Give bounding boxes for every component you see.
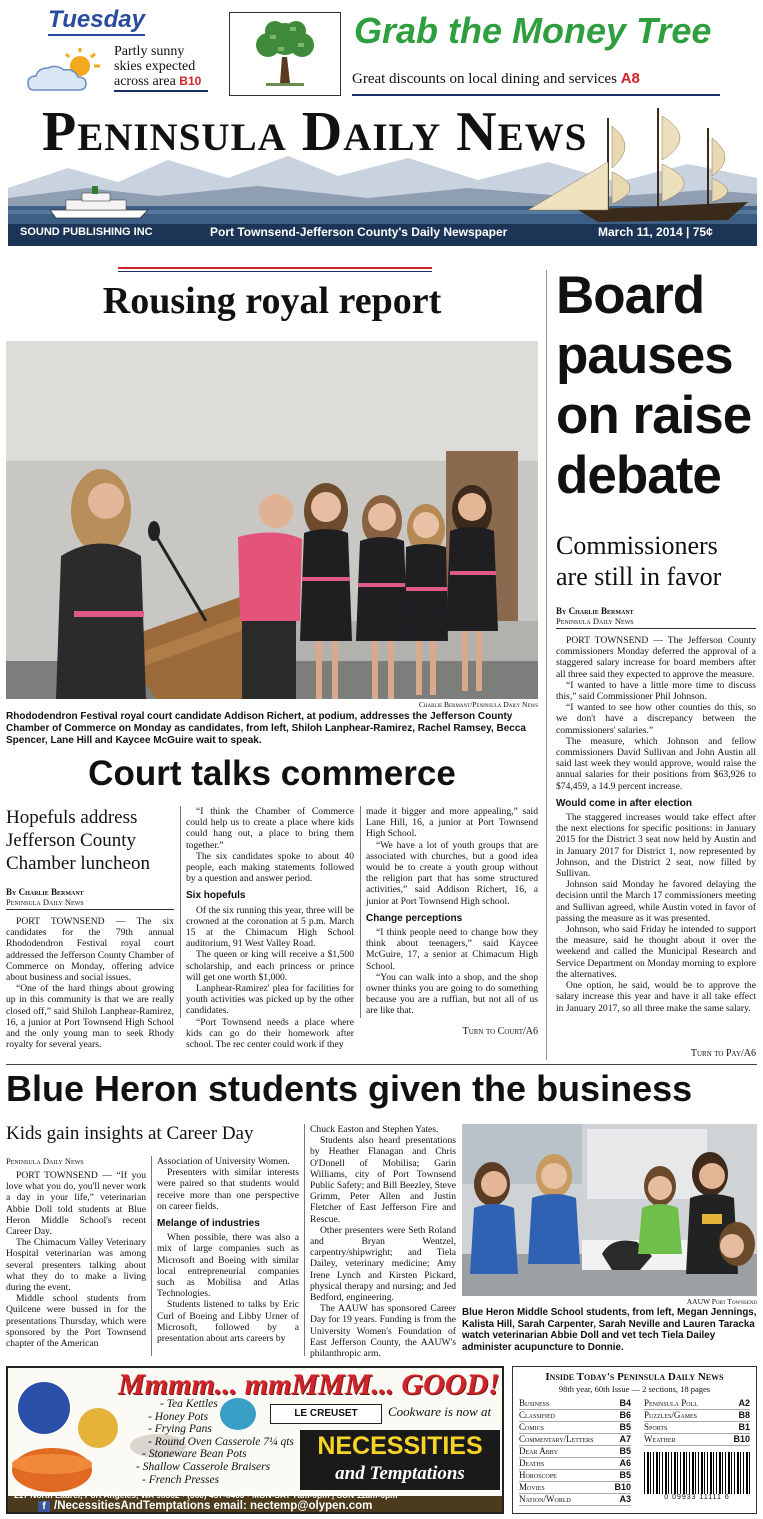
index-row[interactable]: Weather B10	[644, 1434, 750, 1444]
heron-deck: Kids gain insights at Career Day	[6, 1123, 254, 1144]
ad-item: - Honey Pots	[148, 1410, 209, 1423]
board-byline-org: Peninsula Daily News	[556, 616, 756, 629]
paragraph: The six candidates spoke to about 40 people, each making statements followed by a question and answer period.	[186, 850, 354, 885]
facebook-icon[interactable]: f	[38, 1501, 50, 1513]
masthead-title: Peninsula Daily News	[42, 101, 588, 163]
paragraph: PORT TOWNSEND — “If you love what you do, you'll never work a day in your life,” veterinarian Abbie Doll told students at Blue Heron Middle School's recent Career Day.	[6, 1170, 146, 1238]
paragraph: “I think the Chamber of Commerce could help us to create a place where kids could hang out, a place to bring them together.”	[186, 806, 354, 851]
partly-sunny-icon	[24, 46, 104, 96]
heron-headline: Blue Heron students given the business	[6, 1068, 693, 1109]
ad-footer: /NecessitiesAndTemptations email: nectemp@olypen.com	[54, 1500, 373, 1512]
weather-day: Tuesday	[48, 6, 145, 36]
weather-text	[114, 44, 214, 89]
paragraph: made it bigger and more appealing,” said Lane Hill, 16, a junior at Port Townsend High School.	[366, 806, 538, 840]
brand-name: LE CREUSET	[294, 1408, 358, 1419]
index-row[interactable]: Puzzles/Games B8	[644, 1410, 750, 1420]
paragraph: Of the six running this year, three will be crowned at the coronation at 5 p.m. March 15 at the Chimacum High School auditorium, 91 West Valley Road.	[186, 904, 354, 950]
court-col-1-text	[6, 916, 174, 1050]
paragraph: Association of University Women.	[157, 1156, 290, 1167]
paragraph: The staggered increases would take effect after the next elections for specific positions: in January 2015 for the District 3 seat now held by Austin and in January 2017 for District 1, now represented by Johnson, and the District 2 seat, now filled by Sullivan.	[556, 812, 756, 880]
index-row[interactable]: Deaths A6	[519, 1458, 631, 1468]
publisher-label: SOUND PUBLISHING INC	[20, 226, 153, 238]
board-byline: By Charlie Bermant	[556, 606, 634, 616]
paragraph: PORT TOWNSEND — The six candidates for the 79th annual Rhododendron Festival royal court addressed the Jefferson County Chamber of Commerce on Monday, offering advice about business and social issues.	[6, 916, 174, 984]
heron-col-1-text	[6, 1170, 146, 1349]
royal-top-rule	[118, 267, 432, 269]
index-row[interactable]: Sports B1	[644, 1422, 750, 1432]
heron-divider-1	[151, 1156, 152, 1356]
paragraph: Johnson, who said Friday he intended to support the measure, said he thought about it over the weekend and called the Municipal Research and Service Department on Monday morning to explore the alternatives.	[556, 924, 756, 980]
paragraph: PORT TOWNSEND — The Jefferson County commissioners Monday deferred the approval of a staggered salary increase for board members after all three said they expected to approve the measure.	[556, 635, 756, 680]
court-col-2	[186, 806, 354, 1050]
index-meta: 98th year, 60th Issue — 2 sections, 18 pages	[558, 1384, 711, 1394]
royal-photo-caption: Rhododendron Festival royal court candidate Addison Richert, at podium, addresses the Jefferson County Chamber of Commerce on Monday as candidates, from left, Shiloh Lanphear-Ramirez, Rachel Ramsey, Becca Spencer, Lane Hill and Kaycee McGuire wait to speak.	[6, 711, 526, 746]
ad-item: - Frying Pans	[148, 1423, 212, 1436]
index-left	[519, 1398, 631, 1506]
board-jump-link[interactable]: Turn to Pay/A6	[690, 1048, 756, 1059]
court-byline-org: Peninsula Daily News	[6, 897, 174, 910]
paragraph: “I wanted to have a little more time to discuss this,” said Commissioner Phil Johnson.	[556, 679, 756, 703]
royal-photo	[6, 341, 538, 699]
index-row[interactable]: Dear Abby B5	[519, 1446, 631, 1456]
index-row[interactable]: Movies B10	[519, 1482, 631, 1492]
board-body	[556, 606, 756, 1014]
index-row[interactable]: Nation/World A3	[519, 1494, 631, 1504]
masthead[interactable]	[8, 98, 757, 246]
board-deck: Commissioners are still in favor	[556, 531, 722, 591]
weather-forecast: Partly sunny skies expected across area	[114, 44, 196, 89]
index-row[interactable]: Commentary/Letters A7	[519, 1434, 631, 1444]
subhead: Melange of industries	[157, 1218, 260, 1230]
paragraph: Students listened to talks by Eric Curl of Boeing and Libby Urner of Microsoft, followed by a presentation about arts careers by	[157, 1299, 299, 1345]
le-creuset-logo	[270, 1404, 382, 1424]
index-row[interactable]: Peninsula Poll A2	[644, 1398, 750, 1408]
subhead: Would come in after election	[556, 797, 692, 809]
court-jump-link[interactable]: Turn to Court/A6	[462, 1026, 538, 1037]
ad-headline: Mmmm... mmMMM... GOOD!	[118, 1368, 500, 1401]
index-row[interactable]: Classified B6	[519, 1410, 631, 1420]
court-col-3	[366, 806, 538, 1017]
heron-col-3	[310, 1124, 456, 1359]
ad-item: - Tea Kettles	[160, 1398, 218, 1410]
promo-text-line	[352, 70, 640, 88]
paragraph: One option, he said, would be to approve the salary increase this year and have it all take effect in January 2017, so all three make the same salary.	[556, 980, 756, 1014]
heron-byline-org: Peninsula Daily News	[6, 1156, 84, 1166]
paragraph: The measure, which Johnson and fellow commissioners David Sullivan and John Austin all said last week they would approve, would raise the annual salaries for their positions from $63,926 to $74,459, a 14.9 percent increase.	[556, 735, 756, 792]
index-row[interactable]: Horoscope B5	[519, 1470, 631, 1480]
ad-item: - French Presses	[142, 1473, 220, 1486]
court-byline: By Charlie Bermant	[6, 887, 84, 897]
paragraph: The AAUW has sponsored Career Day for 19 years. Funding is from the University Women's Foundation of East Jefferson County, the AAUW's philanthropic arm.	[310, 1303, 456, 1360]
paragraph: Lanphear-Ramirez' plea for facilities for youth activities was picked up by the other candidates.	[186, 983, 354, 1017]
paragraph: Students also heard presentations by Heather Flanagan and Chris O'Donell of Mobilisa; Garin Williams, city of Port Townsend Public Safety; and Bill Beezley, Steve Grimm, Peter Allen and Justin Fletcher of East Jefferson Fire and Rescue.	[310, 1135, 456, 1225]
index-right	[644, 1398, 750, 1506]
court-divider-1	[180, 806, 181, 1018]
heron-top-rule	[6, 1064, 757, 1065]
issue-date-price: March 11, 2014 | 75¢	[598, 225, 713, 239]
paragraph: Presenters with similar interests were paired so that students would receive more than one perspective on career fields.	[157, 1167, 299, 1212]
paragraph: The Chimacum Valley Veterinary Hospital veterinarian was among several presenters talking about what they do to make a living during the event.	[6, 1237, 146, 1294]
paragraph: “You can walk into a shop, and the shop owner thinks you are going to do something because you are a ruffian, but not all of us are like that.	[366, 971, 538, 1017]
heron-photo-caption: Blue Heron Middle School students, from left, Megan Jennings, Kalista Hill, Sarah Carpenter, Sarah Neville and Lauren Taracka watch veterinarian Abbie Doll and vet tech Tiela Dailey administer acupuncture to Donnie.	[462, 1307, 757, 1353]
promo-title: Grab the Money Tree	[354, 10, 712, 51]
promo-text: Great discounts on local dining and services	[352, 71, 617, 87]
heron-col-2	[157, 1156, 299, 1344]
paragraph: Johnson said Monday he favored delaying the decision until the March 17 commissioners meeting and Sullivan agreed, while Austin voted in favor of passing the measure as it was presented.	[556, 879, 756, 924]
ad-store-name-2: and Temptations	[335, 1463, 465, 1484]
subhead: Change perceptions	[366, 912, 463, 924]
promo-rule	[352, 94, 720, 96]
masthead-tagline: Port Townsend-Jefferson County's Daily Newspaper	[210, 225, 508, 239]
board-text	[556, 635, 756, 1014]
ad-item: - Shallow Casserole Braisers	[136, 1460, 271, 1473]
paragraph: Chuck Easton and Stephen Yates.	[310, 1124, 439, 1135]
paragraph: “One of the hard things about growing up in this community is that we are really closed off,” said Shiloh Lanphear-Ramirez, 16, a junior at Port Townsend High School and the only young man to seek Rhody royalty for several years.	[6, 983, 174, 1051]
court-divider-2	[360, 806, 361, 1018]
paragraph: When possible, there was also a mix of large companies such as Microsoft and Boeing with similar local entrepreneurial companies such as Mobilisa and Atlas Technologies.	[157, 1232, 299, 1300]
court-col-1	[6, 806, 174, 1050]
heron-photo	[462, 1124, 757, 1296]
index-row[interactable]: Comics B5	[519, 1422, 631, 1432]
paragraph: Middle school students from Quilcene were bussed in for the presentations Thursday, which were sponsored by the Port Townsend chapter of the American	[6, 1293, 146, 1350]
barcode-number: 0 09933 11111 6	[664, 1494, 730, 1501]
heron-photo-credit: AAUW Port Townsend	[686, 1297, 757, 1306]
royal-top-rule-2	[118, 271, 432, 272]
ad-store-name: NECESSITIES	[317, 1432, 483, 1460]
inside-index	[512, 1366, 757, 1514]
board-headline: Board pauses on raise debate	[556, 266, 752, 505]
ad-address: 217 North Laurel, Port Angeles, WA 98362 • (360) 457-6400 • MON-SAT 7am-6pm | SUN 11am-6pm	[14, 1490, 398, 1500]
ad-item: - Round Oven Casserole 7¼ qts	[148, 1435, 294, 1448]
ad-item: - Stoneware Bean Pots	[142, 1448, 247, 1461]
money-tree-image	[229, 12, 341, 96]
board-divider	[546, 270, 547, 1060]
barcode	[644, 1452, 750, 1494]
royal-headline: Rousing royal report	[102, 280, 442, 322]
index-row[interactable]: Business B4	[519, 1398, 631, 1408]
ad-now-at: Cookware is now at	[388, 1404, 492, 1419]
weather-page-ref: B10	[179, 74, 202, 88]
heron-col-1	[6, 1156, 146, 1349]
weather-teaser[interactable]	[8, 6, 218, 96]
paragraph: Other presenters were Seth Roland and Bryan Wentzel, carpentry/shipwright; and Tiela Dailey, veterinary medicine; Amy Irene Lynch and Kirsten Pickard, physical therapy and nursing; and Jed Bedford, engineering.	[310, 1224, 456, 1304]
promo-teaser[interactable]	[350, 8, 750, 98]
paragraph: The queen or king will receive a $1,500 scholarship, and each princess or prince will get one worth $1,000.	[186, 949, 354, 983]
court-headline: Court talks commerce	[88, 754, 456, 793]
paragraph: “I wanted to see how other counties do this, so we don't have a discrepancy between the commissioners' salaries.”	[556, 702, 756, 736]
paragraph: “I think people need to change how they think about teenagers,” said Kaycee McGuire, 17, a senior at Chimacum High School.	[366, 927, 538, 972]
paragraph: “Port Townsend needs a place where kids can go do their homework after school. The rec center could work if they	[186, 1016, 354, 1051]
paragraph: “We have a lot of youth groups that are associated with churches, but a good idea would be to create a youth group without the religion part that has some structured activities,” said Addison Richert, 16, a junior at Port Townsend High school.	[366, 839, 538, 907]
necessities-ad[interactable]	[6, 1366, 504, 1514]
court-deck: Hopefuls address Jefferson County Chamber luncheon	[6, 807, 151, 874]
royal-photo-credit: Charlie Bermant/Peninsula Daily News	[418, 700, 538, 709]
subhead: Six hopefuls	[186, 890, 246, 902]
index-title: Inside Today's Peninsula Daily News	[545, 1371, 724, 1383]
weather-rule	[114, 90, 208, 92]
heron-divider-2	[304, 1124, 305, 1356]
promo-page-ref: A8	[620, 70, 640, 87]
